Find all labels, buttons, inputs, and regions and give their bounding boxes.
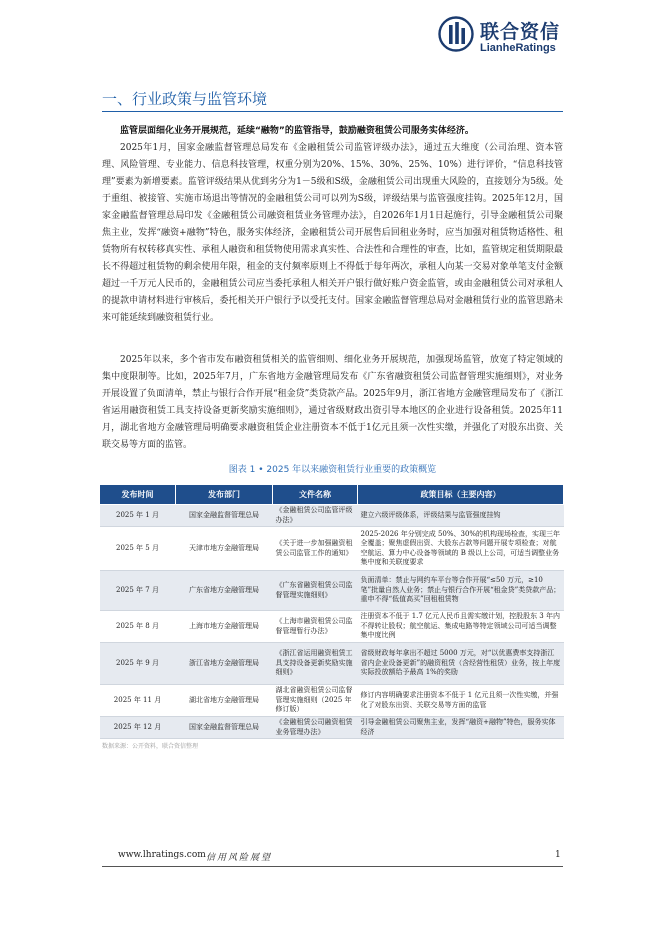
cell-document: 《浙江省运用融资租赁工具支持设备更新奖励实施细则》 [273, 643, 358, 685]
cell-department: 浙江省地方金融管理局 [176, 643, 273, 685]
body-paragraph-1: 2025年1月，国家金融监督管理总局发布《金融租赁公司监管评级办法》，通过五大维度（公司治理、资本管理、风险管理、专业能力、信息科技管理，权重分别为20%、15%、30%、25%、10%）进行评价，“信息科技管理”要素为新增要素。监管评级结果从优到劣分为1－5级和S级，金融租赁公司出现重大风险的，直接划分为5级。处于重组、被接管、实施市场退出等情况的金融租赁公司可以列为S级，评级结果与监管强度挂钩。2025年12月，国家金融监督管理总局印发《金融租赁公司融资租赁业务管理办法》，自2026年1月1日起施行，引导金融租赁公司聚焦主业，发挥“融资+融物”特色，服务实体经济，金融租赁公司开展售后回租业务时，应当加强对租赁物适格性、租赁物所有权转移真实性、承租人融资和租赁物使用需求真实性、合法性和合理性的审查，比如，监管规定租赁期限最长不得超过租赁物的剩余使用年限，租金的支付频率原则上不得低于每年两次，承租人向某一交易对象单笔支付金额超过一千万元人民币的，金融租赁公司应当委托承租人相关开户银行做好账户资金监管，或由金融租赁公司对承租人的提款申请材料进行审核后，委托相关开户银行予以受托支付。国家金融监督管理总局对金融租赁行业的监管思路未来可能延续到融资租赁行业。 [102, 143, 563, 323]
logo-chinese-name: 联合资信 [480, 21, 561, 43]
cell-date: 2025 年 5 月 [100, 527, 176, 571]
cell-policy-goal: 注册资本不低于 1.7 亿元人民币且需实缴计划，控股股东 3 年内不得转让股权；航空航运、集成电路等特定领域公司可适当调整集中度比例 [358, 611, 564, 643]
cell-document: 湖北省融资租赁公司监督管理实施细则（2025 年修订版） [273, 685, 358, 717]
cell-department: 湖北省地方金融管理局 [176, 685, 273, 717]
section-title-rule [102, 111, 563, 112]
section-title: 一、行业政策与监管环境 [102, 90, 268, 108]
cell-date: 2025 年 1 月 [100, 505, 176, 527]
cell-date: 2025 年 9 月 [100, 643, 176, 685]
header-date: 发布时间 [100, 485, 176, 505]
cell-policy-goal: 引导金融租赁公司聚焦主业，发挥“融资+融物”特色，服务实体经济 [358, 717, 564, 739]
cell-policy-goal: 建立六级评级体系，评级结果与监管强度挂钩 [358, 505, 564, 527]
cell-department: 广东省地方金融管理局 [176, 571, 273, 611]
footer-slogan: 信用风险展望 [206, 853, 273, 863]
table-row [100, 571, 564, 611]
header-policy-goal: 政策目标（主要内容） [358, 485, 564, 505]
lianhe-logo [438, 16, 562, 56]
lead-sentence: 监管层面细化业务开展规范，延续“融物”的监管指导，鼓励融资租赁公司服务实体经济。 [120, 126, 474, 136]
footer-rule [102, 866, 563, 867]
table-row [100, 643, 564, 685]
page-number: 1 [555, 850, 561, 860]
table-row [100, 527, 564, 571]
body-paragraph-2: 2025年以来，多个省市发布融资租赁相关的监管细则、细化业务开展规范，加强现场监管，放宽了特定领域的集中度限制等。比如，2025年7月，广东省地方金融管理局发布《广东省融资租赁公司监督管理实施细则》，对业务开展设置了负面清单，禁止与银行合作开展“租金贷”类贷款产品。2025年9月，浙江省地方金融管理局发布了《浙江省运用融资租赁工具支持设备更新奖励实施细则》，通过省级财政出资引导本地区的企业进行设备租赁。2025年11月，湖北省地方金融管理局明确要求融资租赁企业注册资本不低于1亿元且须一次性实缴，并强化了对股东出资、关联交易等方面的监管。 [102, 355, 563, 450]
cell-document: 《关于进一步加强融资租赁公司监管工作的通知》 [273, 527, 358, 571]
cell-department: 上海市地方金融管理局 [176, 611, 273, 643]
table-row [100, 717, 564, 739]
logo-english-name: LianheRatings [480, 42, 556, 54]
cell-document: 《广东省融资租赁公司监督管理实施细则》 [273, 571, 358, 611]
cell-policy-goal: 修订内容明确要求注册资本不低于 1 亿元且须一次性实缴，并强化了对股东出资、关联交易等方面的监管 [358, 685, 564, 717]
table-row [100, 611, 564, 643]
cell-document: 《金融租赁公司监管评级办法》 [273, 505, 358, 527]
footer-website-link[interactable]: www.lhratings.com [118, 850, 206, 860]
cell-policy-goal: 2025-2026 年分别完成 50%、30%的机构现场检查，实现三年全覆盖；聚焦虚假出资、大股东占款等问题开展专项检查；对航空航运、算力中心设备等领域的 B 级以上公司，可适当调整业务集中度和关联度要求 [358, 527, 564, 571]
cell-date: 2025 年 11 月 [100, 685, 176, 717]
header-department: 发布部门 [176, 485, 273, 505]
cell-document: 《上海市融资租赁公司监督管理暂行办法》 [273, 611, 358, 643]
cell-department: 国家金融监督管理总局 [176, 505, 273, 527]
table-row [100, 685, 564, 717]
cell-policy-goal: 省级财政每年拿出不超过 5000 万元，对“以优惠费率支持浙江省内企业设备更新”的融资租赁（含经营性租赁）业务，按上年度实际投放额给予最高 1%的奖励 [358, 643, 564, 685]
table-caption: 图表 1 • 2025 年以来融资租赁行业重要的政策概览 [228, 465, 437, 475]
cell-policy-goal: 负面清单：禁止与网约车平台等合作开展“≤50 万元，≥10 笔”批量自然人业务；禁止与银行合作开展“租金贷”类贷款产品；重申不得“低值高买”回租租赁物 [358, 571, 564, 611]
lianhe-logo-icon [438, 16, 474, 52]
header-document: 文件名称 [273, 485, 358, 505]
cell-date: 2025 年 12 月 [100, 717, 176, 739]
cell-date: 2025 年 8 月 [100, 611, 176, 643]
cell-department: 国家金融监督管理总局 [176, 717, 273, 739]
table-source-note: 数据来源：公开资料，联合资信整理 [102, 743, 199, 750]
cell-document: 《金融租赁公司融资租赁业务管理办法》 [273, 717, 358, 739]
cell-date: 2025 年 7 月 [100, 571, 176, 611]
table-row [100, 505, 564, 527]
cell-department: 天津市地方金融管理局 [176, 527, 273, 571]
table-header-row [100, 485, 564, 505]
policy-table [99, 484, 564, 739]
